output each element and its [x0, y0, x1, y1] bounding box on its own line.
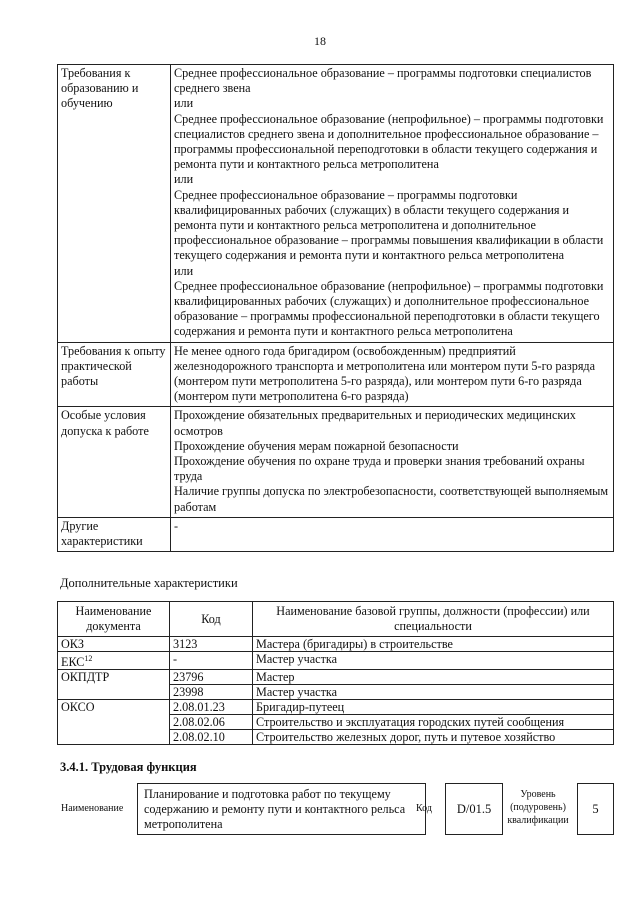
qualification-level-value: 5	[577, 783, 614, 835]
table-row	[58, 652, 614, 670]
function-code-value: D/01.5	[445, 783, 503, 835]
code-cell: 2.08.02.10	[170, 730, 253, 745]
doc-name: ОКПДТР	[61, 670, 110, 685]
name-cell: Мастер участка	[253, 652, 614, 670]
labor-function-title: 3.4.1. Трудовая функция	[60, 760, 197, 774]
doc-name: ОКСО	[61, 700, 95, 715]
doc-cell	[58, 670, 170, 700]
column-header: Наименование документа	[58, 602, 170, 637]
name-cell: Мастер участка	[253, 685, 614, 700]
function-name-label: Наименование	[61, 803, 124, 814]
requirement-line: или	[174, 172, 194, 187]
code-cell: -	[170, 652, 253, 670]
requirement-value	[171, 342, 614, 407]
labor-function-row	[57, 783, 614, 835]
name-cell: Строительство и эксплуатация городских путей сообщения	[253, 715, 614, 730]
table-row	[58, 700, 614, 715]
table-row	[58, 670, 614, 685]
requirement-label: Другие характеристики	[58, 517, 171, 551]
name-cell: Мастер	[253, 670, 614, 685]
doc-name: ОКЗ	[61, 637, 85, 652]
table-row	[58, 342, 614, 407]
requirement-label: Требования к образованию и обучению	[58, 65, 171, 343]
doc-name: ЕКС	[61, 655, 85, 670]
table-row	[58, 517, 614, 551]
code-cell: 2.08.01.23	[170, 700, 253, 715]
page-number: 18	[314, 34, 326, 48]
additional-characteristics-caption: Дополнительные характеристики	[60, 576, 238, 590]
requirement-line: Среднее профессиональное образование (непрофильное) – программы подготовки квалифицированных рабочих (служащих) и дополнительное профессиональное образование – программы профессиональной переподготовки в области текущего содержания и ремонта пути и контактного рельса метрополитена	[174, 278, 604, 339]
requirement-label: Особые условия допуска к работе	[58, 407, 171, 517]
table-row	[58, 65, 614, 343]
code-cell: 2.08.02.06	[170, 715, 253, 730]
name-cell: Мастера (бригадиры) в строительстве	[253, 637, 614, 652]
requirement-line: Среднее профессиональное образование – программы подготовки квалифицированных рабочих (служащих) в области текущего содержания и ремонта пути и контактного рельса метрополитена и дополнительное профессиональное образование – программы повышения квалификации в области текущего содержания и ремонта пути и контактного рельса метрополитена	[174, 187, 604, 263]
code-cell: 3123	[170, 637, 253, 652]
doc-cell	[58, 700, 170, 745]
table-row	[58, 637, 614, 652]
qualification-level-label: Уровень (подуровень) квалификации	[507, 789, 569, 826]
requirement-line: Среднее профессиональное образование (непрофильное) – программы подготовки специалистов среднего звена и дополнительное профессиональное образование – программы профессиональной переподготовки в области текущего содержания и ремонта пути и контактного рельса метрополитена	[174, 111, 604, 172]
requirement-value	[171, 407, 614, 517]
doc-cell	[58, 637, 170, 652]
name-cell: Бригадир-путеец	[253, 700, 614, 715]
requirement-line: Прохождение обучения по охране труда и проверки знания требований охраны труда	[174, 454, 585, 484]
function-code-label: Код	[416, 803, 432, 814]
column-header: Код	[170, 602, 253, 637]
table-header-row	[58, 602, 614, 637]
requirement-line: или	[174, 263, 194, 278]
requirement-value	[171, 517, 614, 551]
code-cell: 23796	[170, 670, 253, 685]
requirements-table	[57, 64, 614, 552]
requirement-line: Наличие группы допуска по электробезопасности, соответствующей выполняемым работам	[174, 484, 609, 514]
name-cell: Строительство железных дорог, путь и путевое хозяйство	[253, 730, 614, 745]
requirement-line: -	[174, 518, 179, 533]
requirement-line: Прохождение обязательных предварительных и периодических медицинских осмотров	[174, 408, 576, 438]
requirement-line: Прохождение обучения мерам пожарной безопасности	[174, 438, 459, 453]
code-cell: 23998	[170, 685, 253, 700]
requirement-label: Требования к опыту практической работы	[58, 342, 171, 407]
additional-characteristics-table	[57, 601, 614, 745]
function-name-value: Планирование и подготовка работ по текущему содержанию и ремонту пути и контактного рельса метрополитена	[137, 783, 426, 835]
doc-cell	[58, 652, 170, 670]
requirement-value	[171, 65, 614, 343]
column-header: Наименование базовой группы, должности (профессии) или специальности	[253, 602, 614, 637]
requirement-line: или	[174, 96, 194, 111]
requirement-line: Не менее одного года бригадиром (освобожденным) предприятий железнодорожного транспорта и метрополитена или монтером пути 5-го разряда (монтером пути метрополитена 5-го разряда), или монтером пути 6-го разряда (монтером пути метрополитена 6-го разряда)	[174, 343, 596, 404]
requirement-line: Среднее профессиональное образование – программы подготовки специалистов среднего звена	[174, 66, 592, 96]
table-row	[58, 407, 614, 517]
footnote-ref: 12	[84, 654, 93, 664]
